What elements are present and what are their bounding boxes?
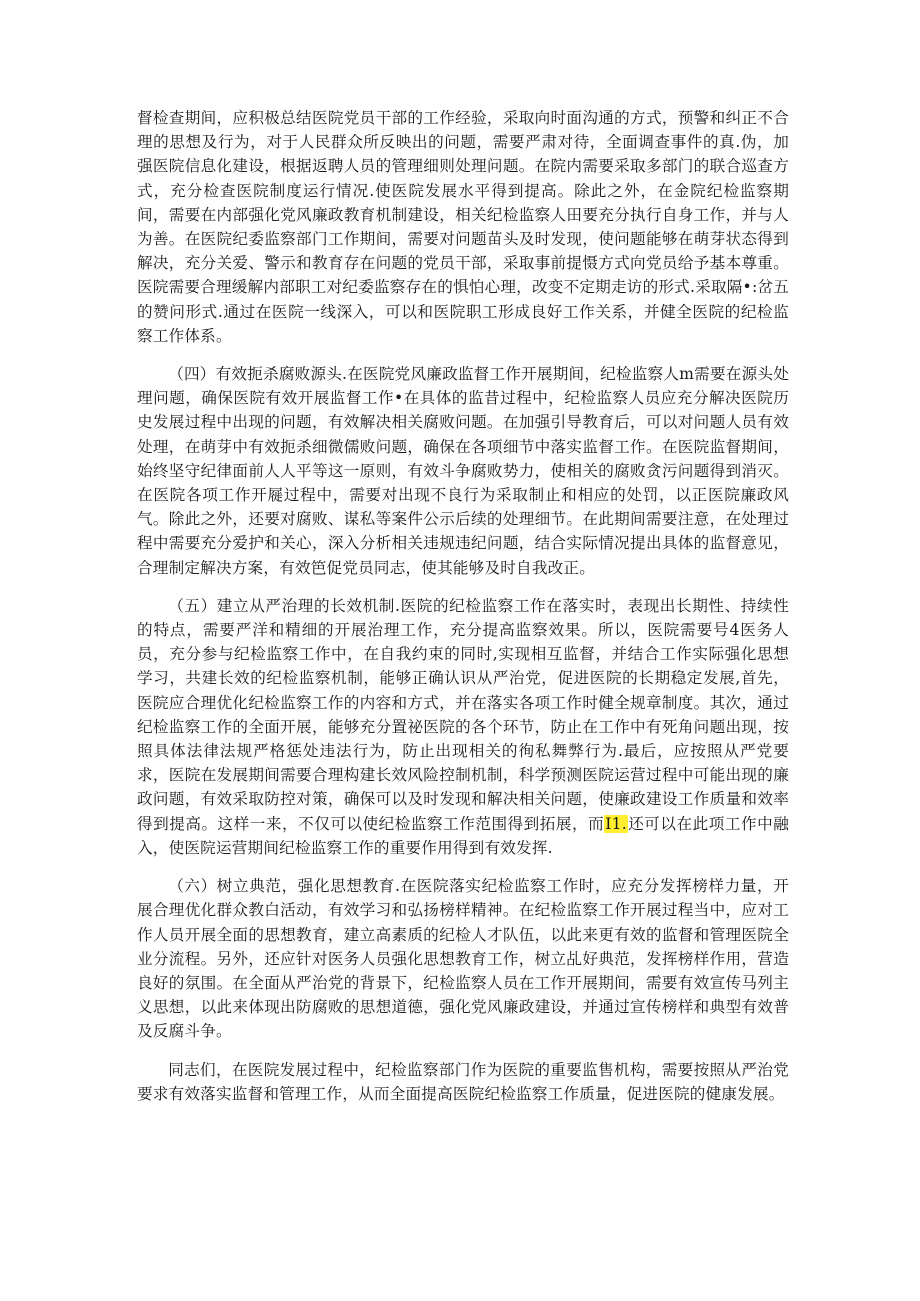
paragraph-closing: 同志们，在医院发展过程中，纪检监察部门作为医院的重要监售机构，需要按照从严治党要求有效落实监督和管理工作，从而全面提高医院纪检监察工作质量，促进医院的健康发展。 xyxy=(137,1060,789,1103)
highlighted-text: I1. xyxy=(605,814,627,833)
paragraph-section-six: （六）树立典范，强化思想教育.在医院落实纪检监察工作时，应充分发挥榜样力量，开展合理优化群众教白活动，有效学习和弘扬榜样精神。在纪检监察工作开展过程当中，应对工作人员开展全面的思想教育，建立高素质的纪检人才队伍，以此来更有效的监督和管理医院全业分流程。另外，还应针对医务人员强化思想教育工作，树立乩好典范，发挥榜样作用，营造良好的氛围。在全面从严治党的背景下，纪检监察人员在工作开展期间，需要有效宣传马列主义思想，以此来体现出防腐败的思想道德，强化党风廉政建设，并通过宣传榜样和典型有效普及反腐斗争。 xyxy=(137,877,789,1041)
paragraph-section-five xyxy=(137,594,789,860)
paragraph-section-five-text-b: 还可以在此项工作中融入，使医院运营期间纪检监察工作的重要作用得到有效发挥. xyxy=(137,814,789,857)
document-page xyxy=(137,106,789,1120)
paragraph-section-five-text-a: （五）建立从严治理的长效机制.医院的纪检监察工作在落实时，表现出长期性、持续性的特点，需要严洋和精细的开展治理工作，充分提高监察效果。所以，医院需要号4医务人员，充分参与纪检监察工作中，在自我约束的同时,实现相互监督，并结合工作实际强化思想学习，共建长效的纪检监察机制，能够正确认识从严治党，促进医院的长期稳定发展,首先，医院应合理优化纪检监察工作的内容和方式，并在落实各项工作时健全规章制度。其次，通过纪检监察工作的全面开展，能够充分置祕医院的各个环节，防止在工作中有死角问题出现，按照具体法律法规严格惩处违法行为，防止出现相关的徇私舞弊行为.最后，应按照从严党要求，医院在发展期间需要合理构建长效风险控制机制，科学预测医院运营过程中可能出现的廉政问题，有效采取防控对策，确保可以及时发现和解决相关问题，使廉政建设工作质量和效率得到提高。这样一来，不仅可以使纪检监察工作范围得到拓展，而 xyxy=(137,596,789,833)
paragraph-section-four: （四）有效扼杀腐败源头.在医院党风廉政监督工作开展期间，纪检监察人m需要在源头处理问题，确保医院有效开展监督工作•在具体的监昔过程中，纪检监察人员应充分解决医院历史发展过程中出现的问题，有效解决相关腐败问题。在加强引导教育后，可以对问题人员有效处理，在萌芽中有效扼杀细微儒败问题，确保在各项细节中落实监督工作。在医院监督期间，始终坚守纪律面前人人平等这一原则，有效斗争腐败势力，使相关的腐败贪污问题得到消灭。在医院各项工作开屣过程中，需要对出现不良行为采取制止和相应的处罚，以正医院廉政风气。除此之外，还要对腐败、谋私等案件公示后续的处理细节。在此期间需要注意，在处理过程中需要充分爱护和关心，深入分析相关违规违纪问题，结合实际情况提出具体的监督意见，合理制定解决方案，有效笆促党员同志，使其能够及时自我改正。 xyxy=(137,365,789,577)
paragraph-supervision-period: 督检查期间，应积极总结医院党员干部的工作经验，采取向时面沟通的方式，预警和纠正不合理的思想及行为，对于人民群众所反映出的问题，需要严肃对待，全面调查事件的真.伪，加强医院信息化建设，根据返聘人员的管理细则处理问题。在院内需要采取多部门的联合巡查方式，充分检查医院制度运行情况.使医院发展水平得到提高。除此之外，在金院纪检监察期间，需要在内部强化党风廉政教育机制建设，相关纪检监察人田要充分执行自身工作，并与人为善。在医院纪委监察部门工作期间，需要对问题苗头及时发现，使问题能够在萌芽状态得到解决，充分关爱、警示和教育存在问题的党员干部，采取事前提慑方式向党员给予基本尊重。医院需要合理缓解内部职工对纪委监察存在的惧怕心理，改变不定期走访的形式.采取隔•:岔五的赞问形式.通过在医院一线深入，可以和医院职工形成良好工作关系，并健全医院的纪检监察工作体系。 xyxy=(137,109,789,345)
